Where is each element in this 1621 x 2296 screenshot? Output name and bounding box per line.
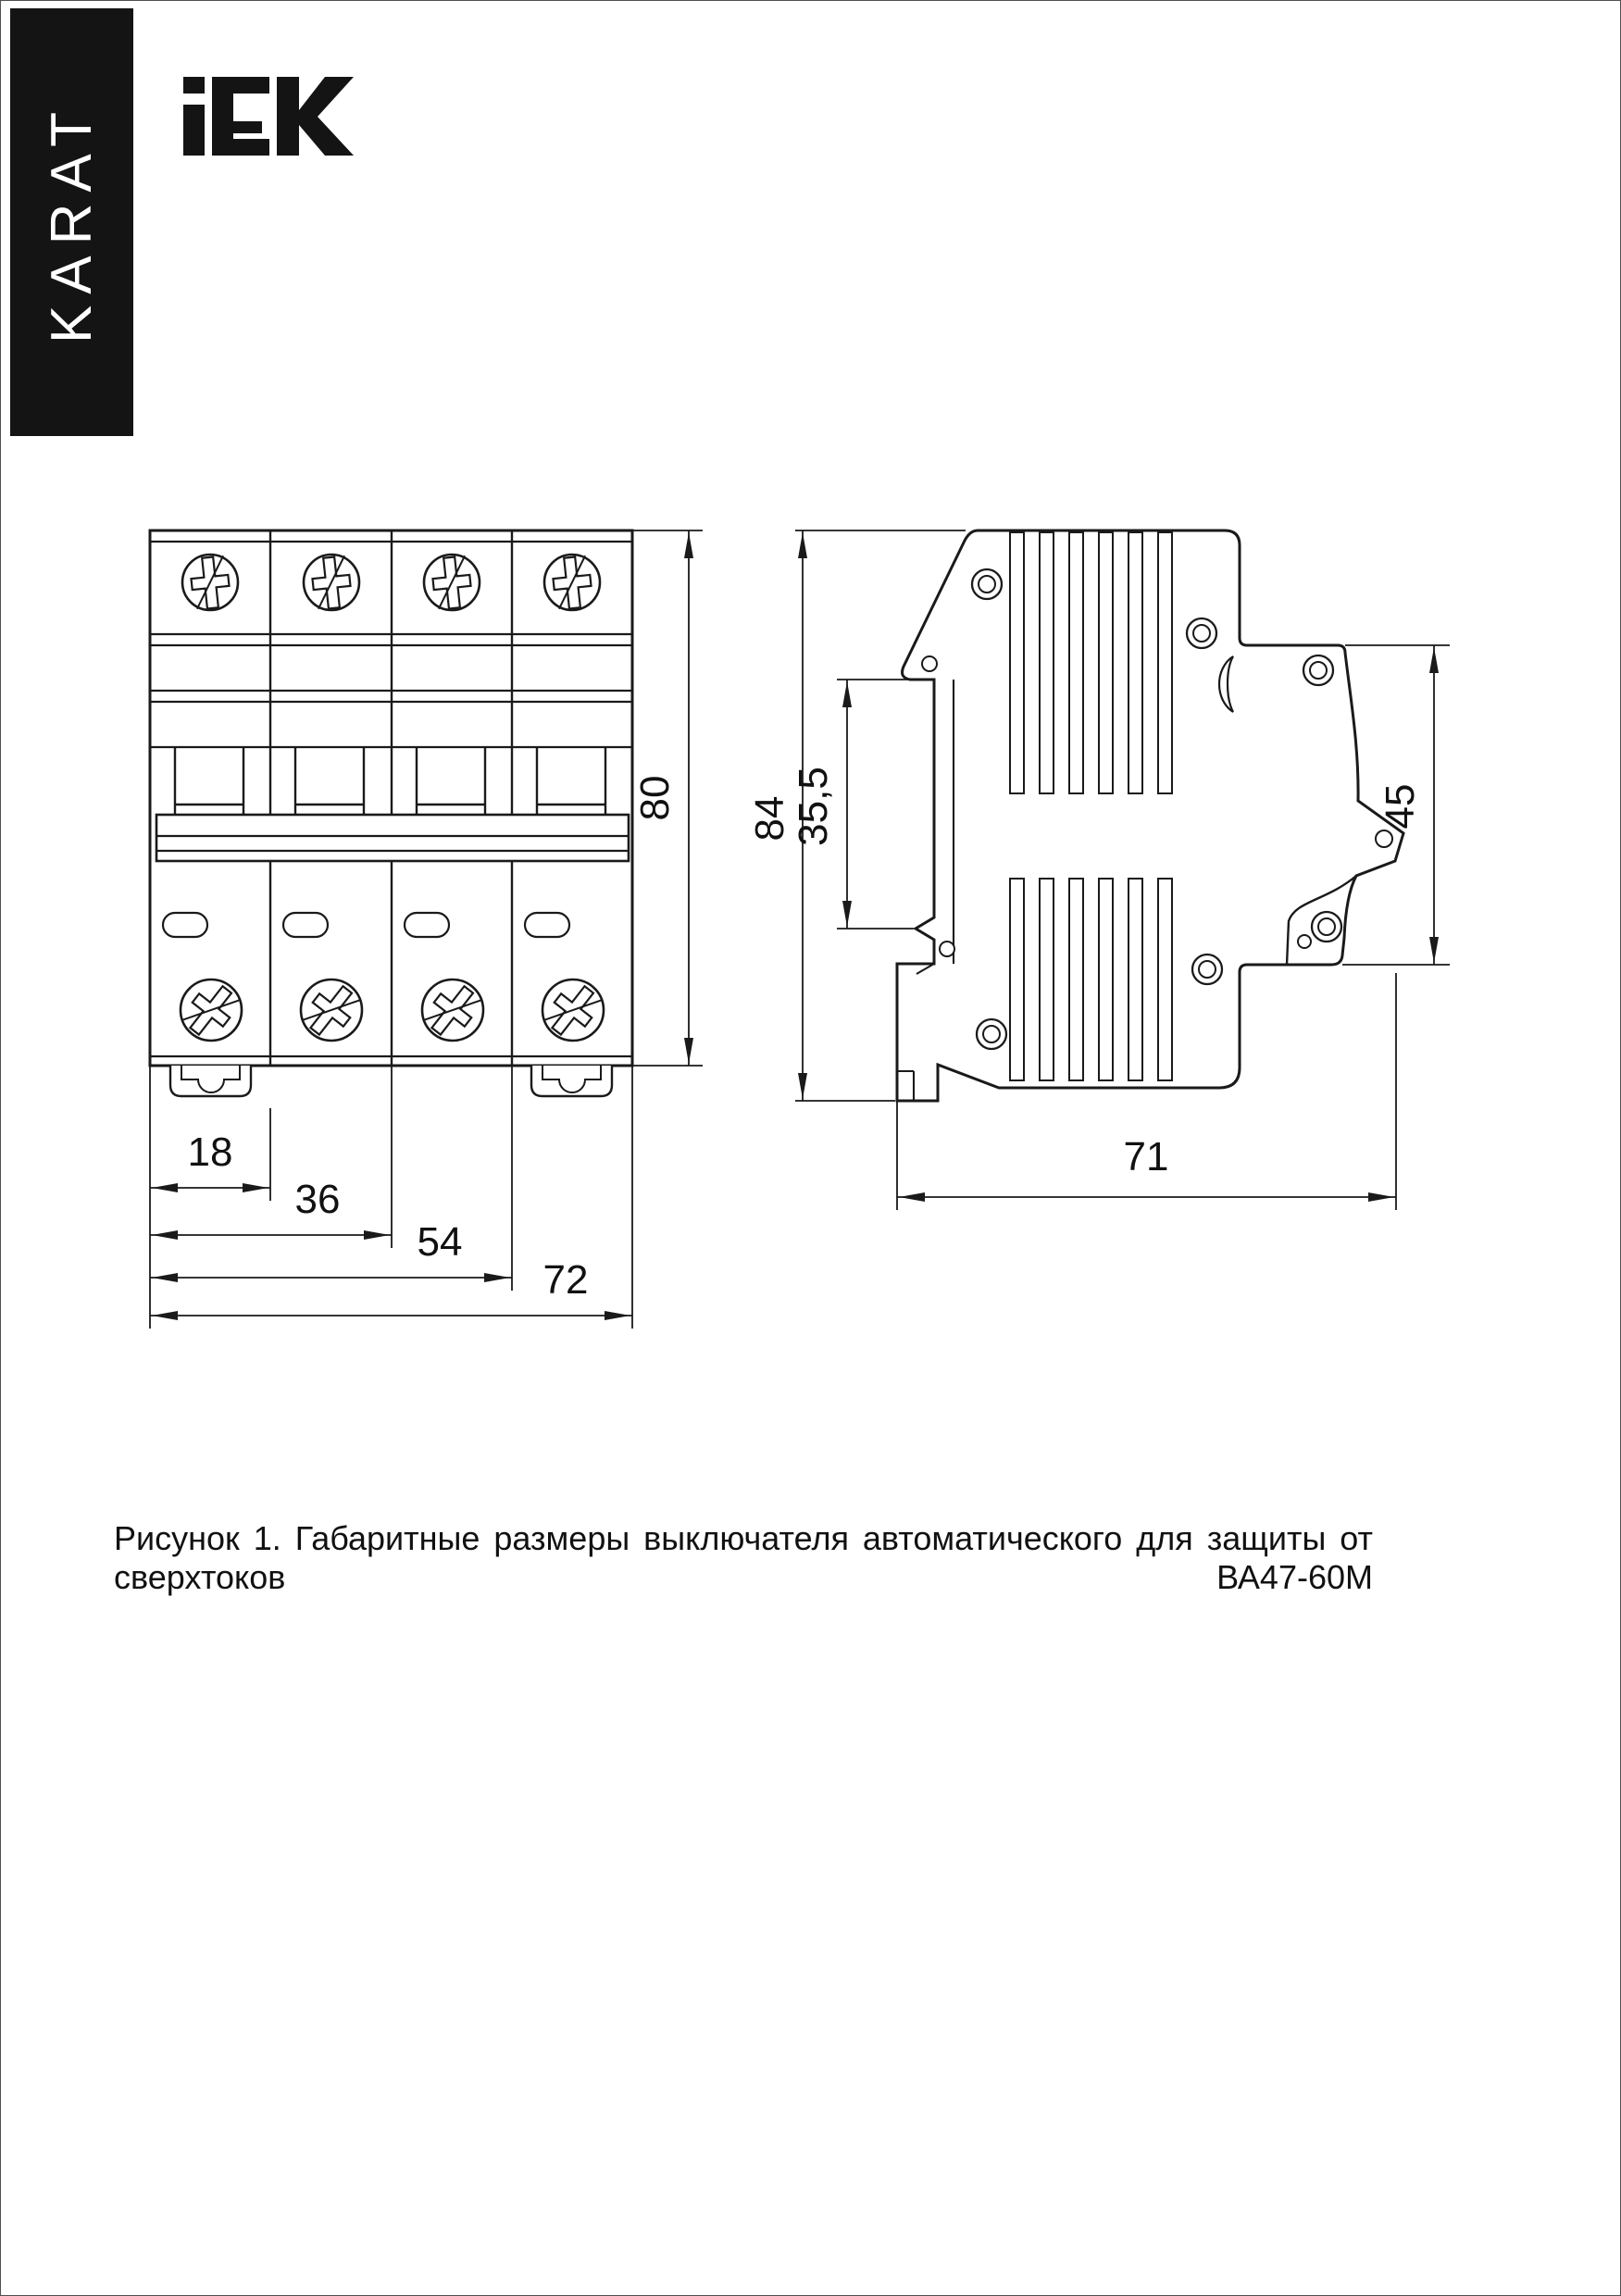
rivet-icon <box>1192 955 1222 984</box>
toggle-pivot-hole <box>1376 830 1392 847</box>
dim-label-35-5: 35,5 <box>791 767 836 846</box>
din-rail-clip <box>531 1066 612 1096</box>
figure-caption: Рисунок 1. Габаритные размеры выключателя автоматического для защиты от сверхтоков ВА47-60М <box>114 1519 1373 1596</box>
dim-label-54: 54 <box>417 1219 463 1265</box>
dim-rail-recess-35-5 <box>791 680 914 929</box>
karat-series-label: KARAT <box>40 100 104 344</box>
front-view <box>150 530 632 1096</box>
rivet-icon <box>1312 912 1341 942</box>
dim-label-71: 71 <box>1123 1134 1169 1179</box>
terminal-screw-icon <box>544 555 600 610</box>
din-rail-clip <box>170 1066 251 1096</box>
dim-total-width-72 <box>150 1257 632 1320</box>
dim-label-45: 45 <box>1378 783 1423 830</box>
side-view <box>897 530 1403 1101</box>
dim-label-18: 18 <box>187 1129 233 1175</box>
dim-label-36: 36 <box>294 1177 341 1222</box>
terminal-screw-icon <box>182 555 238 610</box>
rivet-icon <box>1303 655 1333 685</box>
dim-three-modules-54 <box>150 1219 512 1282</box>
dim-module-18 <box>150 1129 270 1192</box>
dim-label-80: 80 <box>632 775 678 821</box>
dim-label-84: 84 <box>747 795 792 842</box>
terminal-screw-icon <box>424 555 480 610</box>
rivet-icon <box>977 1019 1006 1049</box>
front-toggle-bar <box>156 815 629 861</box>
terminal-screw-icon <box>304 555 359 610</box>
rivet-icon <box>972 569 1002 599</box>
rivet-icon <box>1187 618 1216 648</box>
side-body-outline <box>897 530 1403 1101</box>
dim-height-80 <box>632 530 703 1066</box>
dim-label-72: 72 <box>542 1257 589 1303</box>
dimension-drawings <box>1 1 1621 1390</box>
